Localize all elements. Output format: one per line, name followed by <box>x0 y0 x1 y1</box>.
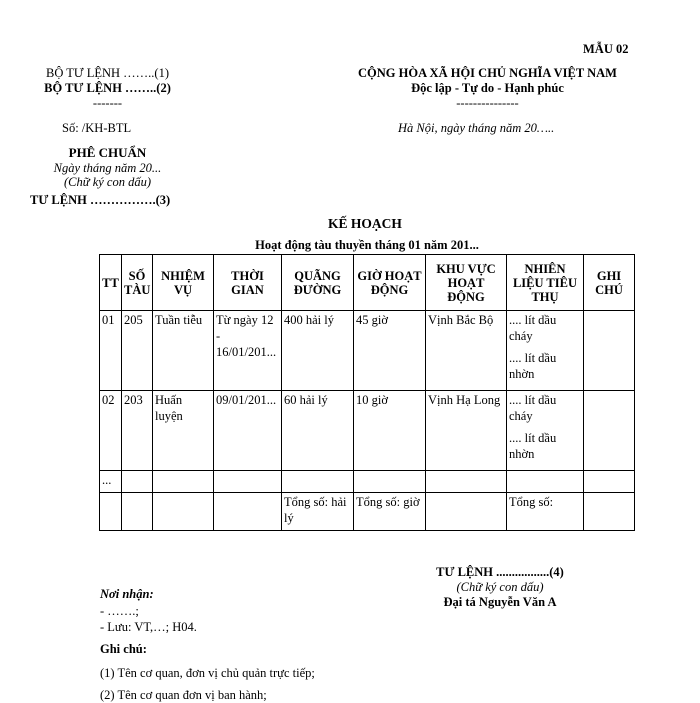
header-ship-number: SỐ TÀU <box>122 255 153 311</box>
cell-area: Vịnh Hạ Long <box>426 391 507 471</box>
place-date: Hà Nội, ngày tháng năm 20….. <box>398 121 555 135</box>
activity-table <box>99 254 635 531</box>
approval-date: Ngày tháng năm 20... <box>53 161 162 175</box>
right-separator: --------------- <box>456 96 519 110</box>
cell-hours: 45 giờ <box>354 311 426 391</box>
cell-time: Từ ngày 12 - 16/01/201... <box>214 311 282 391</box>
archive-line: - Lưu: VT,…; H04. <box>100 620 197 634</box>
cell-fuel <box>507 391 584 471</box>
header-tt: TT <box>100 255 122 311</box>
cell-fuel <box>507 311 584 391</box>
approval-sign-note: (Chữ ký con dấu) <box>64 175 151 189</box>
cell-hours: 10 giờ <box>354 391 426 471</box>
total-distance: Tổng số: hải lý <box>282 493 354 531</box>
header-task: NHIỆM VỤ <box>153 255 214 311</box>
table-row-ellipsis <box>100 471 635 493</box>
recipients-label: Nơi nhận: <box>100 587 154 601</box>
fuel-lubricant: .... lít dầu nhờn <box>509 431 557 461</box>
fuel-diesel: .... lít dầu cháy <box>509 313 557 343</box>
approval-block <box>20 145 195 189</box>
signature-block <box>405 565 595 610</box>
cell-ship: 205 <box>122 311 153 391</box>
cell-note <box>584 311 635 391</box>
cell-tt: 02 <box>100 391 122 471</box>
issuing-authority: BỘ TƯ LỆNH ……..(2) <box>44 81 171 95</box>
issuing-authority-parent: BỘ TƯ LỆNH ……..(1) <box>46 66 169 80</box>
cell-time: 09/01/201... <box>214 391 282 471</box>
table-row <box>100 391 635 471</box>
approval-title: PHÊ CHUẨN <box>68 145 147 160</box>
cell-tt: 01 <box>100 311 122 391</box>
header-hours: GIỜ HOẠT ĐỘNG <box>354 255 426 311</box>
table-total-row <box>100 493 635 531</box>
country-name: CỘNG HÒA XÃ HỘI CHỦ NGHĨA VIỆT NAM <box>358 66 617 80</box>
document-number: Số: /KH-BTL <box>62 121 132 135</box>
document-subtitle: Hoạt động tàu thuyền tháng 01 năm 201... <box>255 238 479 252</box>
motto: Độc lập - Tự do - Hạnh phúc <box>411 81 564 95</box>
approval-commander: TƯ LỆNH …………….(3) <box>30 193 171 207</box>
cell-task: Tuần tiễu <box>153 311 214 391</box>
signature-sign-note: (Chữ ký con dấu) <box>456 580 544 594</box>
left-header <box>20 66 195 110</box>
right-header <box>340 66 635 110</box>
cell-distance: 60 hải lý <box>282 391 354 471</box>
header-note: GHI CHÚ <box>584 255 635 311</box>
cell-note <box>584 391 635 471</box>
fuel-lubricant: .... lít dầu nhờn <box>509 351 557 381</box>
signature-title: TƯ LỆNH .................(4) <box>436 565 564 579</box>
recipient-line: - …….; <box>100 604 139 618</box>
cell-distance: 400 hải lý <box>282 311 354 391</box>
header-distance: QUÃNG ĐƯỜNG <box>282 255 354 311</box>
cell-ship: 203 <box>122 391 153 471</box>
note-line: (1) Tên cơ quan, đơn vị chủ quản trực tiếp; <box>100 666 315 680</box>
cell-task: Huấn luyện <box>153 391 214 471</box>
total-fuel: Tổng số: <box>507 493 584 531</box>
document-title: KẾ HOẠCH <box>328 216 402 231</box>
header-area: KHU VỰC HOẠT ĐỘNG <box>426 255 507 311</box>
header-fuel: NHIÊN LIỆU TIÊU THỤ <box>507 255 584 311</box>
table-row <box>100 311 635 391</box>
signer-name: Đại tá Nguyễn Văn A <box>443 595 557 609</box>
fuel-diesel: .... lít dầu cháy <box>509 393 557 423</box>
note-line: (2) Tên cơ quan đơn vị ban hành; <box>100 688 267 702</box>
form-code: MẪU 02 <box>583 42 629 56</box>
left-separator: ------- <box>92 96 123 110</box>
table-header-row <box>100 255 635 311</box>
cell-ellipsis: ... <box>100 471 122 493</box>
total-hours: Tổng số: giờ <box>354 493 426 531</box>
header-time: THỜI GIAN <box>214 255 282 311</box>
notes-label: Ghi chú: <box>100 642 147 656</box>
cell-area: Vịnh Bắc Bộ <box>426 311 507 391</box>
